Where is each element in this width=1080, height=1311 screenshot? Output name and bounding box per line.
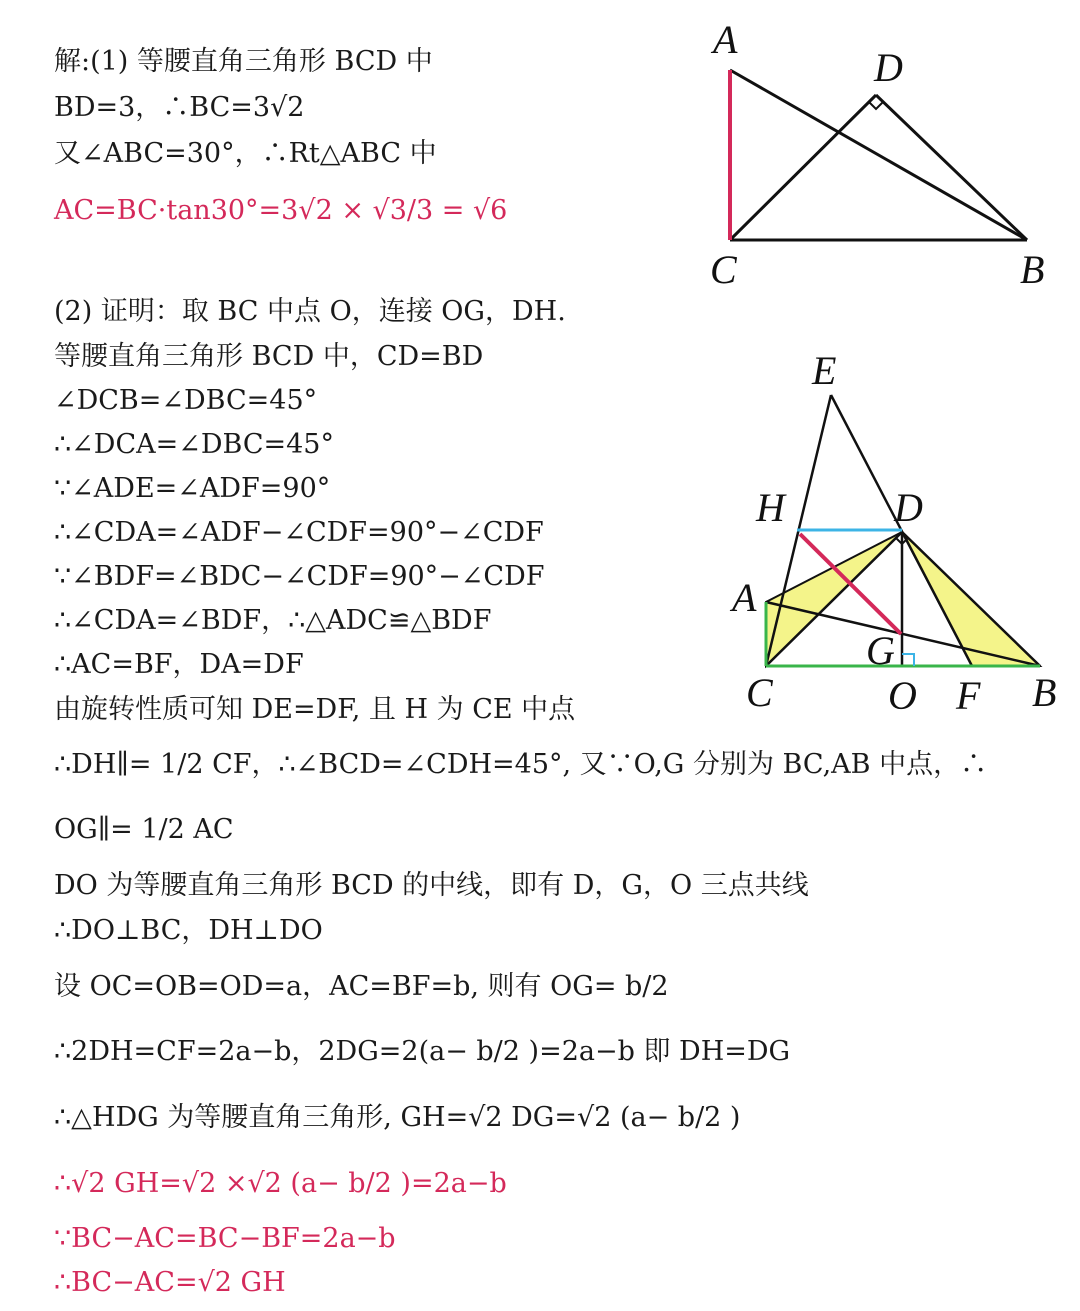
text-line: 设 OC=OB=OD=a，AC=BF=b, 则有 OG= b/2 <box>54 971 669 1002</box>
text-line: ∴√2 GH=√2 ×√2 (a− b/2 )=2a−b <box>54 1168 507 1199</box>
label-a: A <box>732 575 757 620</box>
label-f: F <box>956 673 981 718</box>
text-line: BD=3，∴BC=3√2 <box>54 92 305 123</box>
label-b: B <box>1032 670 1057 715</box>
text-line: ∴2DH=CF=2a−b，2DG=2(a− b/2 )=2a−b 即 DH=DG <box>54 1036 791 1067</box>
label-h: H <box>756 485 785 530</box>
text-line: ∴BC−AC=√2 GH <box>54 1267 286 1298</box>
text-line: (2) 证明：取 BC 中点 O，连接 OG，DH. <box>54 296 566 327</box>
text-line: ∴AC=BF，DA=DF <box>54 649 304 680</box>
text-line: AC=BC·tan30°=3√2 × √3/3 = √6 <box>54 195 508 226</box>
text-line: ∴△HDG 为等腰直角三角形, GH=√2 DG=√2 (a− b/2 ) <box>54 1102 741 1133</box>
text-line: 等腰直角三角形 BCD 中，CD=BD <box>54 341 484 372</box>
text-line: ∠DCB=∠DBC=45° <box>54 385 318 416</box>
text-line: ∴∠CDA=∠BDF，∴△ADC≌△BDF <box>54 605 492 636</box>
label-a: A <box>713 17 738 62</box>
label-c: C <box>710 247 737 292</box>
text-line: 由旋转性质可知 DE=DF, 且 H 为 CE 中点 <box>54 694 576 725</box>
text-line: 又∠ABC=30°，∴Rt△ABC 中 <box>54 138 437 169</box>
text-line: ∴∠CDA=∠ADF−∠CDF=90°−∠CDF <box>54 517 544 548</box>
text-line: ∴DH∥= 1/2 CF，∴∠BCD=∠CDH=45°, 又∵O,G 分别为 BC,AB 中点，∴ <box>54 749 988 780</box>
text-line: ∵∠BDF=∠BDC−∠CDF=90°−∠CDF <box>54 561 545 592</box>
label-e: E <box>812 348 837 393</box>
text-line: ∵∠ADE=∠ADF=90° <box>54 473 331 504</box>
text-line: ∴∠DCA=∠DBC=45° <box>54 429 334 460</box>
text-line: ∵BC−AC=BC−BF=2a−b <box>54 1223 396 1254</box>
label-g: G <box>866 628 895 673</box>
right-angle-mark-o <box>902 654 914 666</box>
label-o: O <box>888 673 917 718</box>
text-line: 解:(1) 等腰直角三角形 BCD 中 <box>54 46 433 77</box>
label-d: D <box>894 485 923 530</box>
text-line: ∴DO⊥BC，DH⊥DO <box>54 915 323 946</box>
label-d: D <box>874 45 903 90</box>
label-b: B <box>1020 247 1045 292</box>
text-line: OG∥= 1/2 AC <box>54 814 234 845</box>
text-line: DO 为等腰直角三角形 BCD 的中线，即有 D，G，O 三点共线 <box>54 870 809 901</box>
label-c: C <box>746 670 773 715</box>
